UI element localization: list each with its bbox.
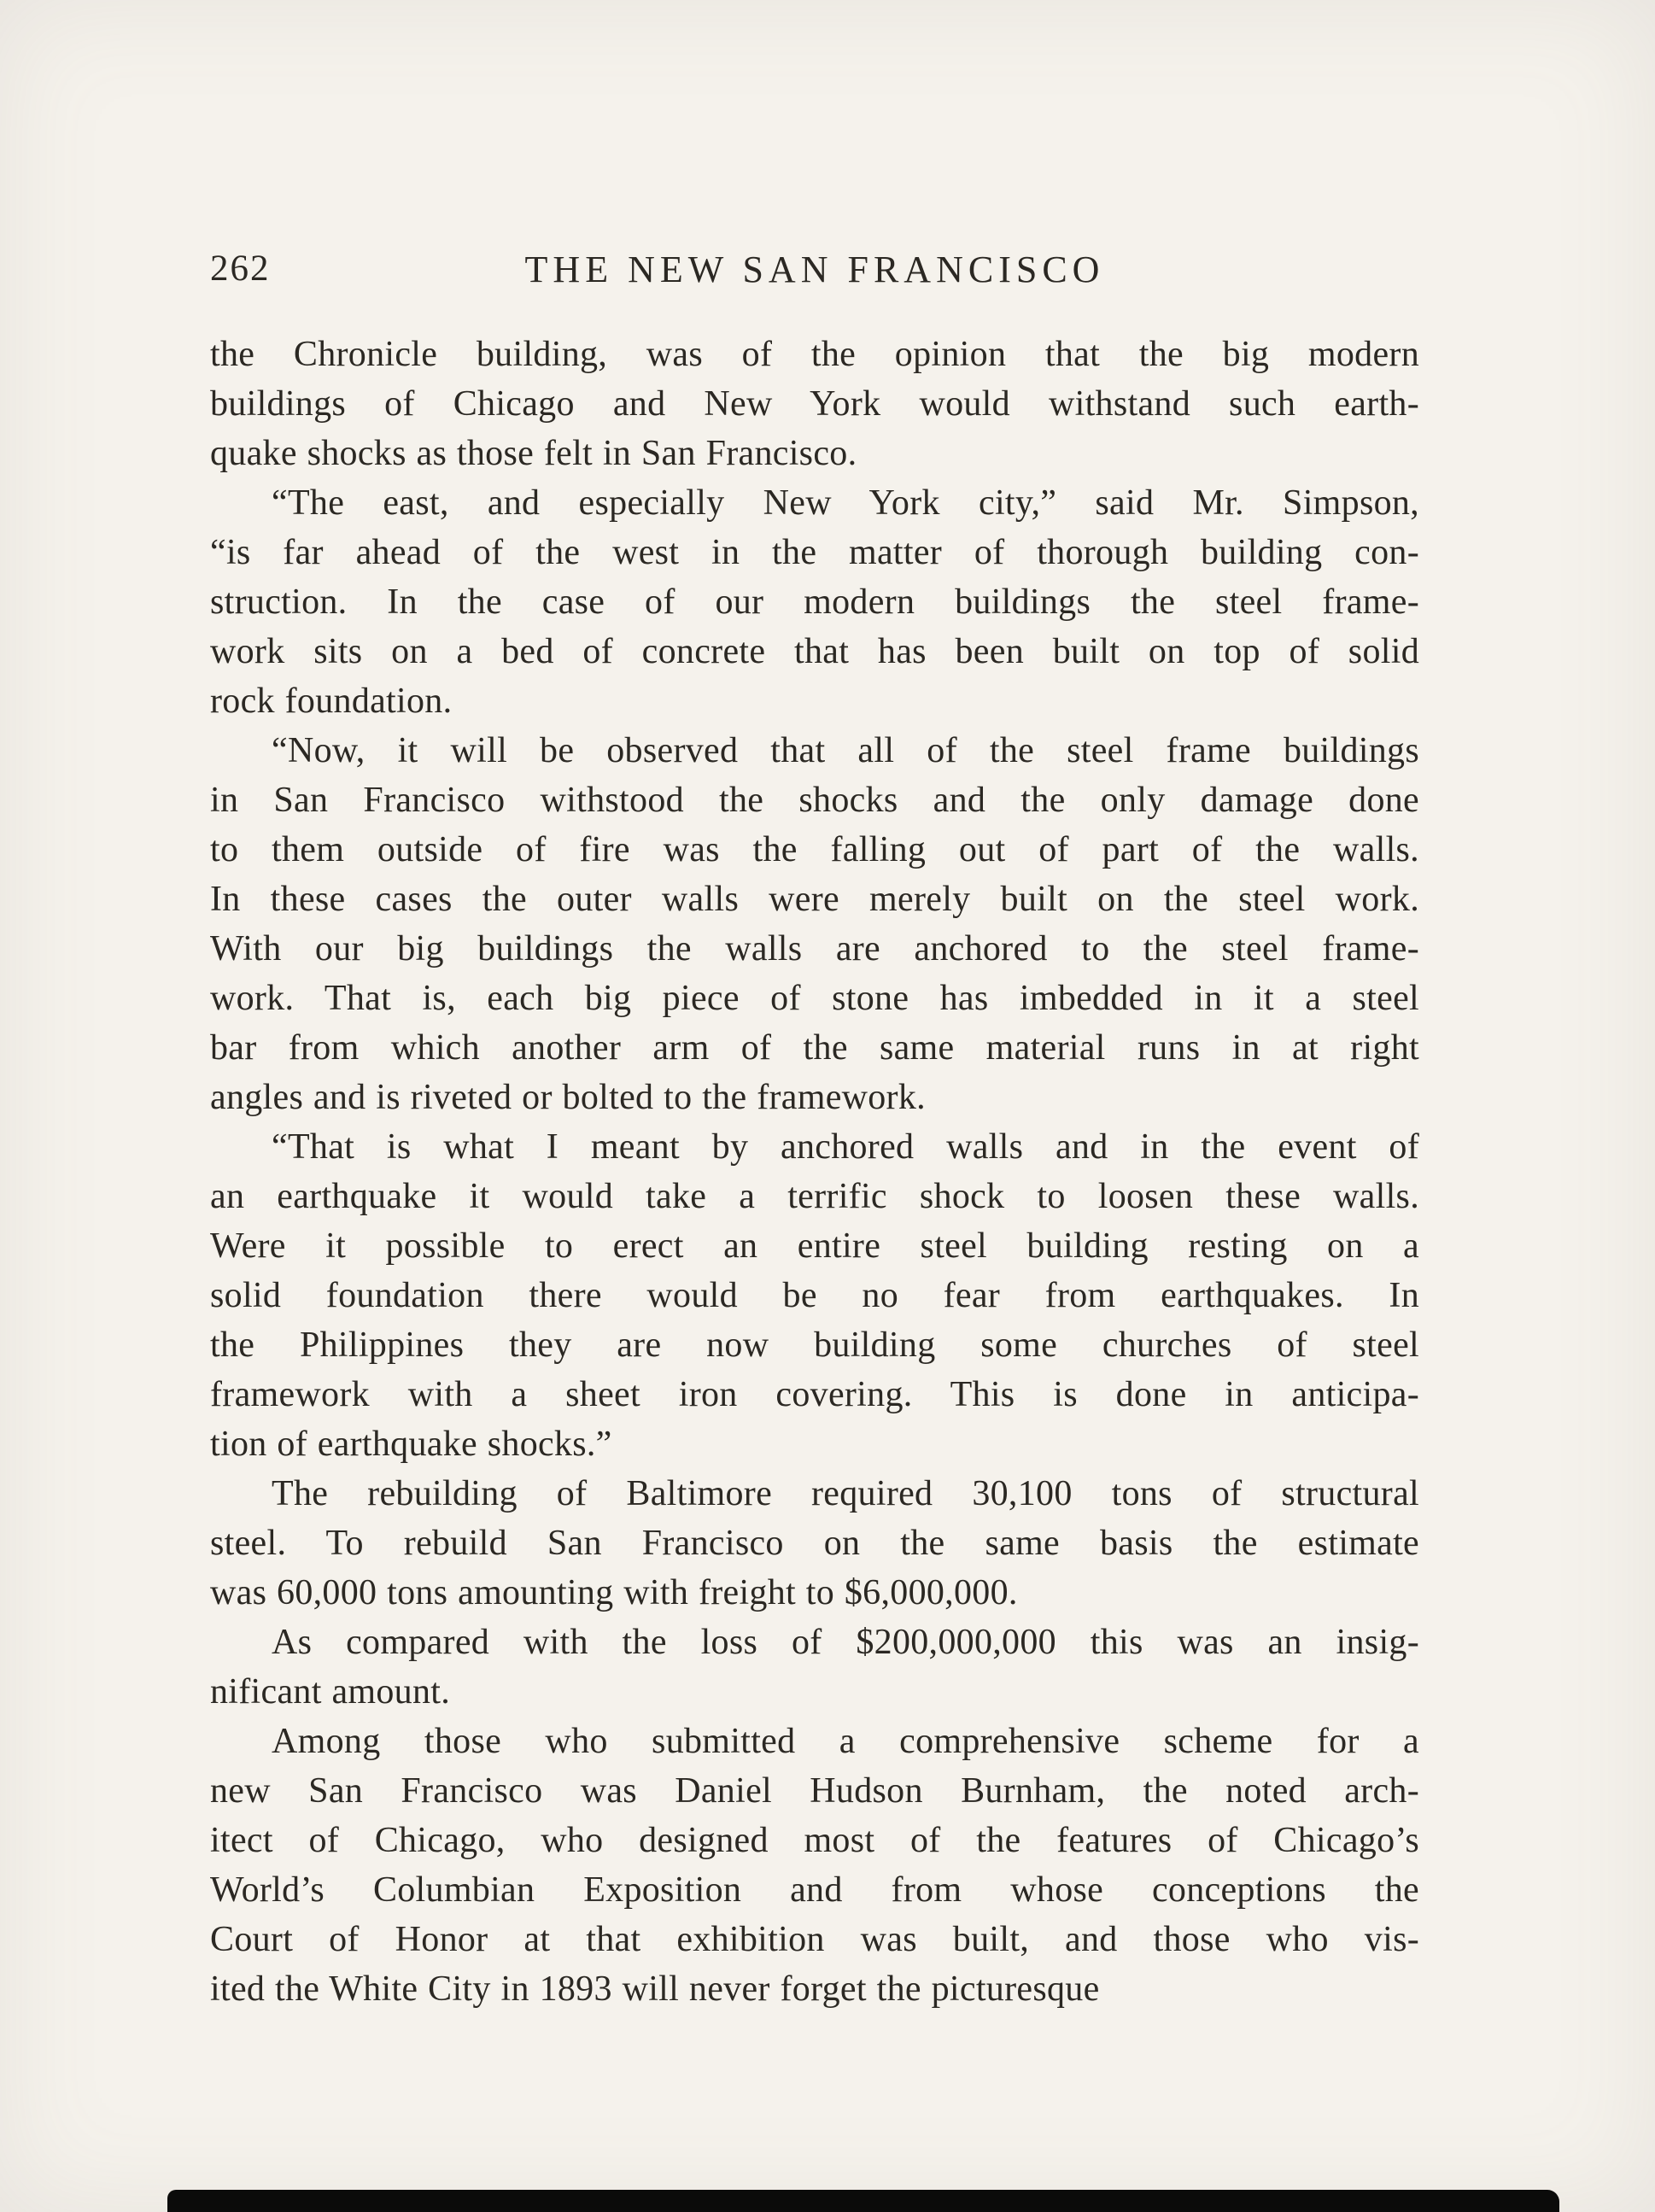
page-number: 262 [210, 249, 271, 289]
text-line: an earthquake it would take a terrific shock to loosen these walls. [210, 1177, 1419, 1216]
text-line: quake shocks as those felt in San Francisco. [210, 434, 857, 473]
text-line: the Chronicle building, was of the opinion that the big modern [210, 335, 1419, 374]
text-line: solid foundation there would be no fear from earthquakes. In [210, 1276, 1419, 1315]
scan-edge-artifact [167, 2190, 1559, 2212]
paragraph [210, 726, 1419, 1122]
text-line: to them outside of fire was the falling out of part of the walls. [210, 830, 1419, 869]
text-line: “is far ahead of the west in the matter of thorough building con- [210, 533, 1419, 572]
text-line: Were it possible to erect an entire steel building resting on a [210, 1226, 1419, 1266]
paragraph [210, 1618, 1419, 1717]
text-line: was 60,000 tons amounting with freight to $6,000,000. [210, 1573, 1018, 1612]
paragraph [210, 1122, 1419, 1469]
text-line: framework with a sheet iron covering. This is done in anticipa- [210, 1375, 1419, 1414]
text-line: ited the White City in 1893 will never forget the picturesque [210, 1969, 1100, 2009]
running-head-title: THE NEW SAN FRANCISCO [524, 249, 1105, 290]
text-line: struction. In the case of our modern buildings the steel frame- [210, 582, 1419, 622]
text-line: new San Francisco was Daniel Hudson Burnham, the noted arch- [210, 1771, 1419, 1811]
text-line: rock foundation. [210, 682, 453, 721]
paragraph [210, 1469, 1419, 1618]
page-header [210, 248, 1419, 296]
text-line: work. That is, each big piece of stone has imbedded in it a steel [210, 979, 1419, 1018]
text-line: in San Francisco withstood the shocks and the only damage done [210, 781, 1419, 820]
paragraph [210, 330, 1419, 478]
text-line: steel. To rebuild San Francisco on the same basis the estimate [210, 1524, 1419, 1563]
paragraph [210, 478, 1419, 726]
text-line: tion of earthquake shocks.” [210, 1425, 612, 1464]
text-line: Court of Honor at that exhibition was built, and those who vis- [210, 1920, 1419, 1959]
text-line: As compared with the loss of $200,000,000 this was an insig- [272, 1623, 1419, 1662]
text-line: The rebuilding of Baltimore required 30,100 tons of structural [272, 1474, 1419, 1513]
text-line: nificant amount. [210, 1672, 451, 1712]
text-line: buildings of Chicago and New York would withstand such earth- [210, 384, 1419, 424]
text-line: “Now, it will be observed that all of the steel frame buildings [272, 731, 1419, 770]
text-line: angles and is riveted or bolted to the framework. [210, 1078, 926, 1117]
body-text [210, 330, 1419, 2014]
text-line: bar from which another arm of the same material runs in at right [210, 1028, 1419, 1068]
text-line: With our big buildings the walls are anchored to the steel frame- [210, 929, 1419, 968]
text-line: Among those who submitted a comprehensive scheme for a [272, 1722, 1419, 1761]
paragraph [210, 1717, 1419, 2014]
text-line: World’s Columbian Exposition and from whose conceptions the [210, 1870, 1419, 1910]
text-line: itect of Chicago, who designed most of the features of Chicago’s [210, 1821, 1419, 1860]
text-line: “The east, and especially New York city,” said Mr. Simpson, [272, 483, 1419, 523]
text-line: work sits on a bed of concrete that has been built on top of solid [210, 632, 1419, 671]
text-line: the Philippines they are now building some churches of steel [210, 1325, 1419, 1365]
text-line: “That is what I meant by anchored walls and in the event of [272, 1127, 1419, 1167]
text-line: In these cases the outer walls were merely built on the steel work. [210, 880, 1419, 919]
